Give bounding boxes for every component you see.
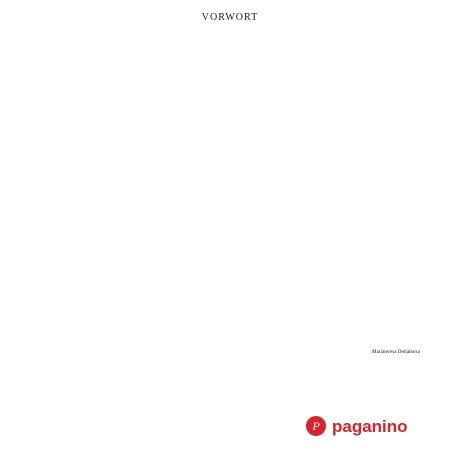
page-title: VORWORT bbox=[201, 12, 259, 23]
logo-initial: P bbox=[312, 419, 320, 433]
logo-wordmark: paganino bbox=[332, 417, 408, 436]
right-column bbox=[244, 34, 414, 334]
paganino-logo bbox=[303, 412, 443, 440]
left-column bbox=[60, 34, 230, 436]
author-signature: Mariateresa Dellaborra bbox=[372, 349, 420, 355]
